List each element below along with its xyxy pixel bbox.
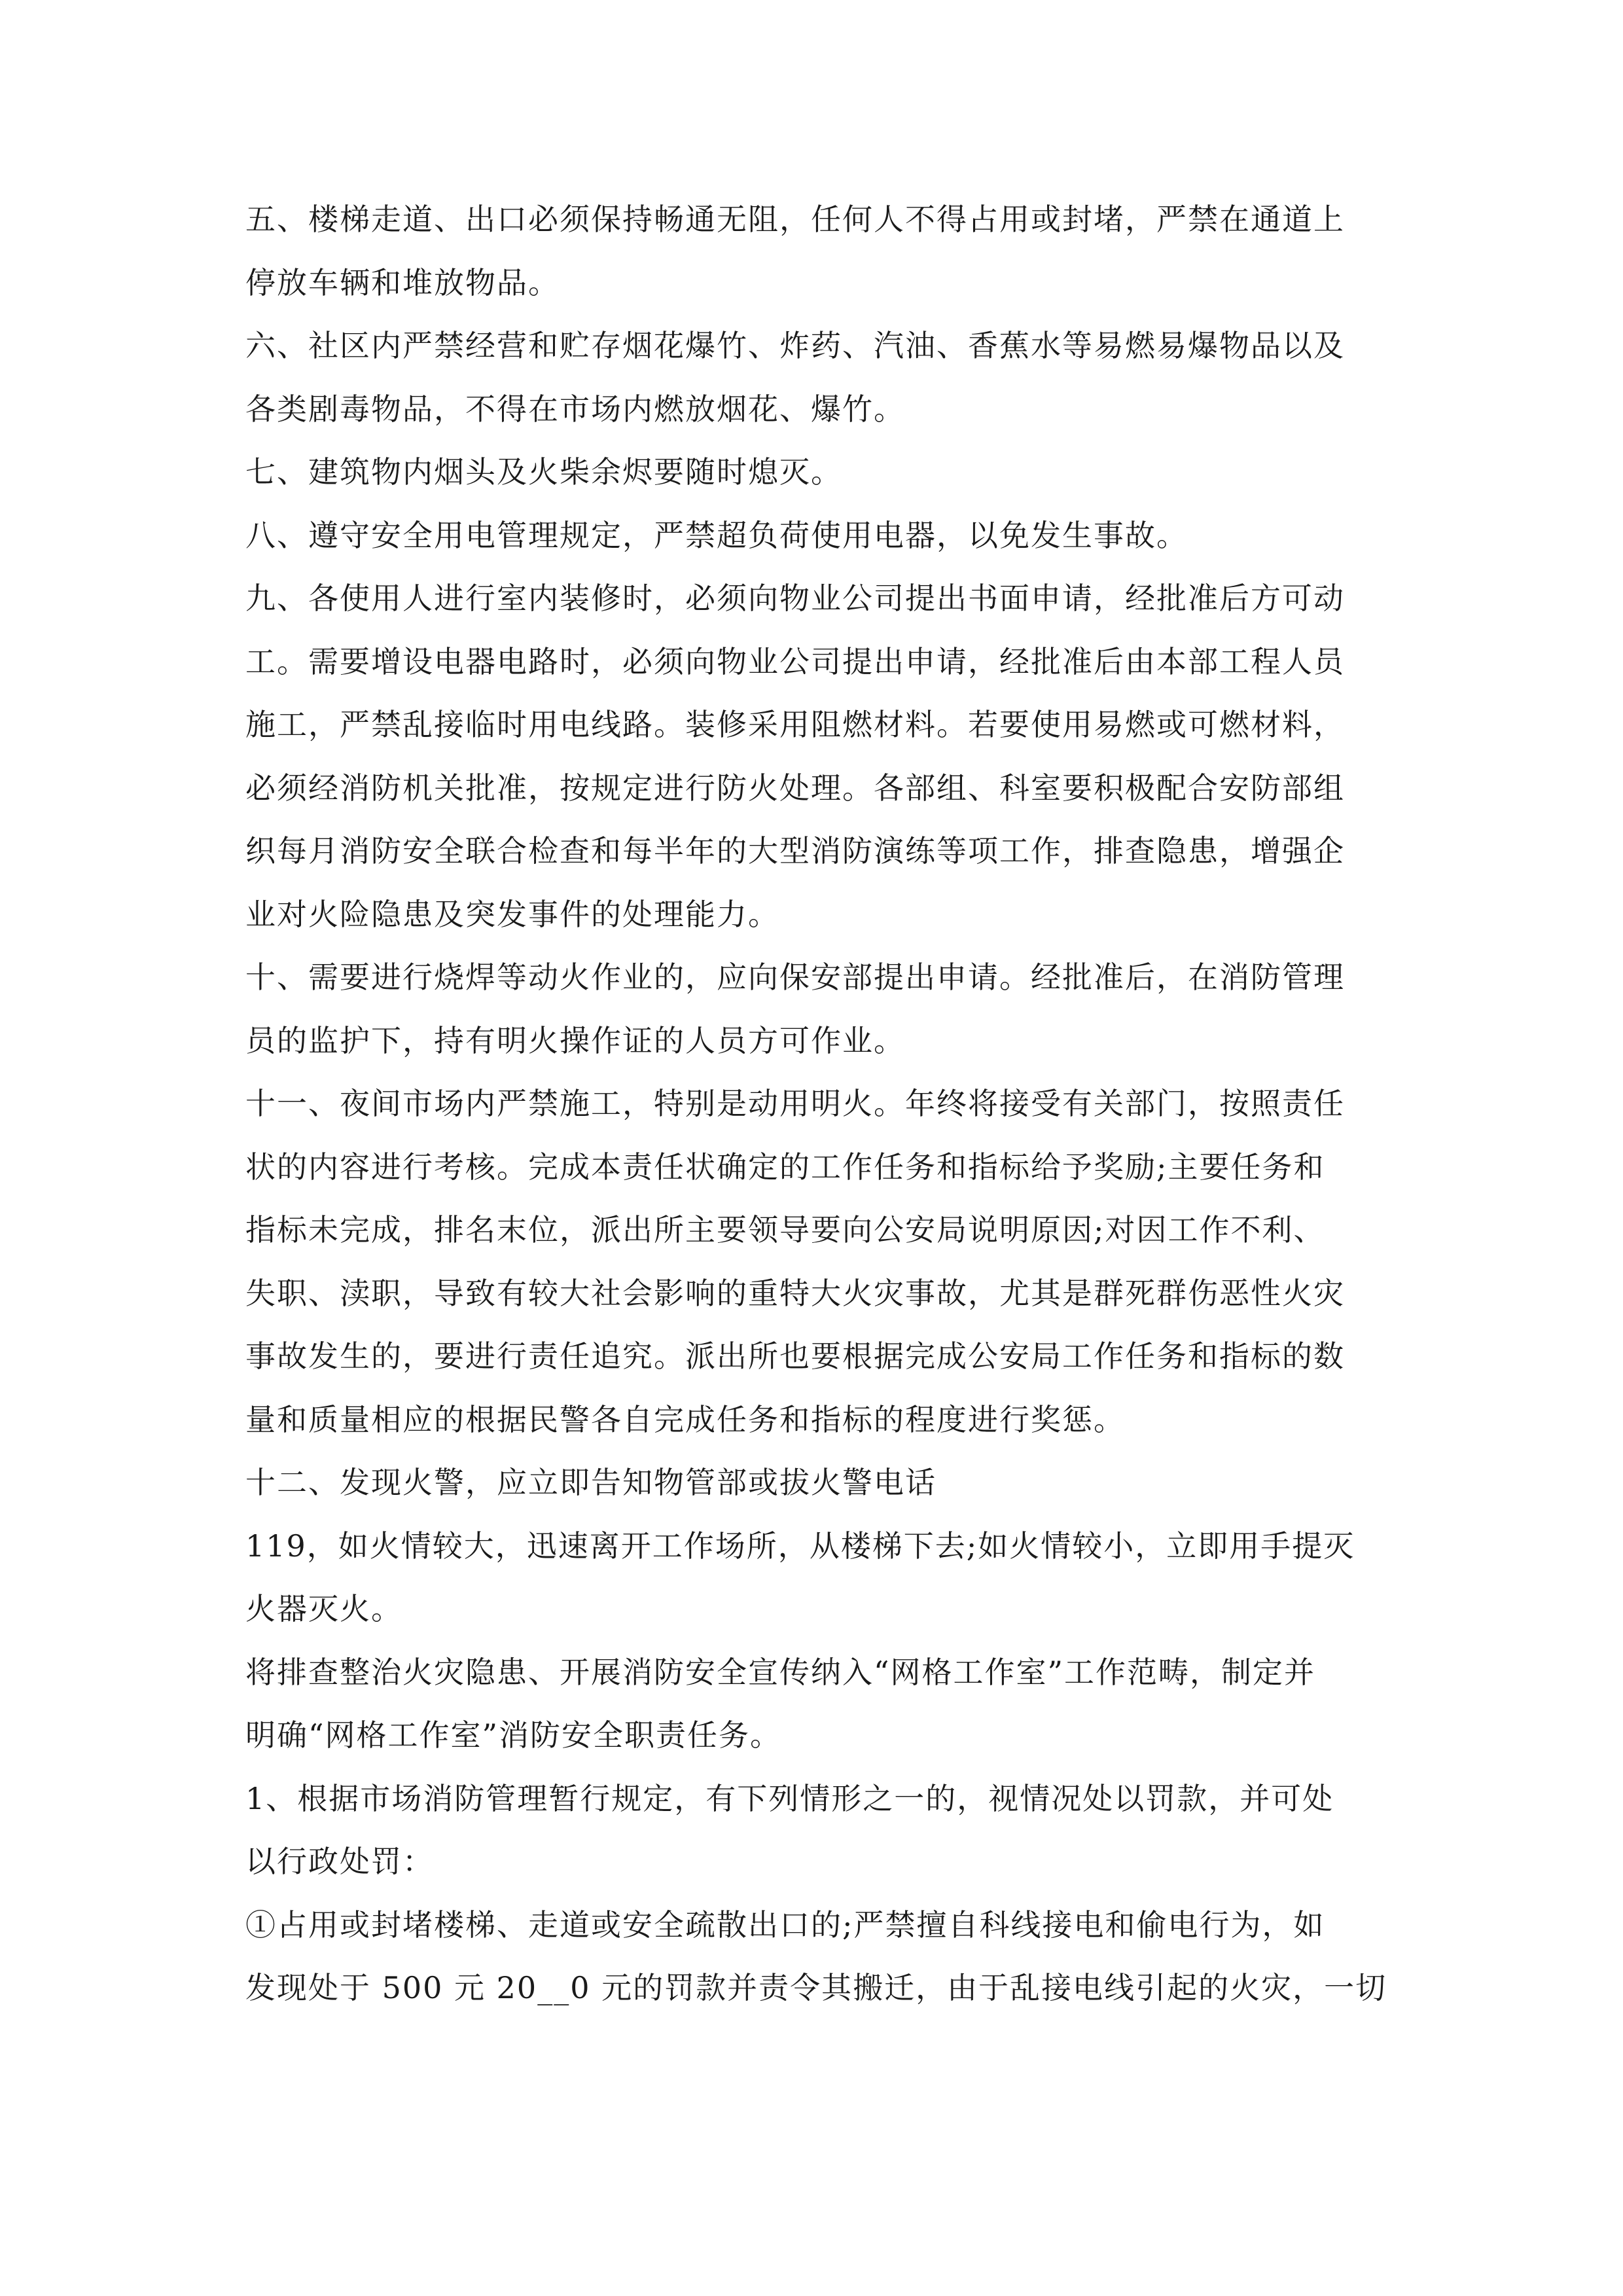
text-line: 发现处于 500 元 20__0 元的罚款并责令其搬迁，由于乱接电线引起的火灾，一切 bbox=[245, 1970, 1387, 2005]
text-line: 1、根据市场消防管理暂行规定，有下列情形之一的，视情况处以罚款，并可处 bbox=[245, 1781, 1334, 1816]
text-line: 员的监护下，持有明火操作证的人员方可作业。 bbox=[245, 1023, 905, 1058]
text-line: 九、各使用人进行室内装修时，必须向物业公司提出书面申请，经批准后方可动 bbox=[245, 581, 1345, 616]
text-line: 六、社区内严禁经营和贮存烟花爆竹、炸药、汽油、香蕉水等易燃易爆物品以及 bbox=[245, 328, 1345, 363]
text-line: 失职、渎职，导致有较大社会影响的重特大火灾事故，尤其是群死群伤恶性火灾 bbox=[245, 1276, 1345, 1311]
text-line: 指标未完成，排名末位，派出所主要领导要向公安局说明原因;对因工作不利、 bbox=[245, 1212, 1325, 1247]
text-line: 施工，严禁乱接临时用电线路。装修采用阻燃材料。若要使用易燃或可燃材料， bbox=[245, 707, 1345, 742]
text-line: 工。需要增设电器电路时，必须向物业公司提出申请，经批准后由本部工程人员 bbox=[245, 644, 1345, 679]
text-line: 必须经消防机关批准，按规定进行防火处理。各部组、科室要积极配合安防部组 bbox=[245, 770, 1345, 806]
text-line: 119，如火情较大，迅速离开工作场所，从楼梯下去;如火情较小，立即用手提灭 bbox=[245, 1528, 1355, 1564]
text-line: ①占用或封堵楼梯、走道或安全疏散出口的;严禁擅自科线接电和偷电行为，如 bbox=[245, 1907, 1325, 1943]
text-line: 状的内容进行考核。完成本责任状确定的工作任务和指标给予奖励;主要任务和 bbox=[245, 1149, 1325, 1185]
text-line: 十一、夜间市场内严禁施工，特别是动用明火。年终将接受有关部门，按照责任 bbox=[245, 1086, 1345, 1121]
text-line: 火器灭火。 bbox=[245, 1591, 402, 1626]
text-line: 业对火险隐患及突发事件的处理能力。 bbox=[245, 897, 779, 932]
text-line: 明确“网格工作室”消防安全职责任务。 bbox=[245, 1717, 782, 1753]
text-line: 八、遵守安全用电管理规定，严禁超负荷使用电器，以免发生事故。 bbox=[245, 518, 1188, 553]
text-line: 事故发生的，要进行责任追究。派出所也要根据完成公安局工作任务和指标的数 bbox=[245, 1338, 1345, 1374]
text-line: 以行政处罚： bbox=[245, 1844, 434, 1879]
text-line: 五、楼梯走道、出口必须保持畅通无阻，任何人不得占用或封堵，严禁在通道上 bbox=[245, 202, 1345, 237]
text-line: 七、建筑物内烟头及火柴余烬要随时熄灭。 bbox=[245, 454, 842, 490]
text-line: 停放车辆和堆放物品。 bbox=[245, 265, 560, 300]
text-line: 十、需要进行烧焊等动火作业的，应向保安部提出申请。经批准后，在消防管理 bbox=[245, 960, 1345, 995]
text-line: 织每月消防安全联合检查和每半年的大型消防演练等项工作，排查隐患，增强企 bbox=[245, 833, 1345, 869]
text-line: 十二、发现火警，应立即告知物管部或拔火警电话 bbox=[245, 1465, 936, 1500]
text-line: 将排查整治火灾隐患、开展消防安全宣传纳入“网格工作室”工作范畴，制定并 bbox=[245, 1655, 1316, 1690]
text-line: 量和质量相应的根据民警各自完成任务和指标的程度进行奖惩。 bbox=[245, 1402, 1125, 1437]
text-line: 各类剧毒物品，不得在市场内燃放烟花、爆竹。 bbox=[245, 391, 905, 427]
